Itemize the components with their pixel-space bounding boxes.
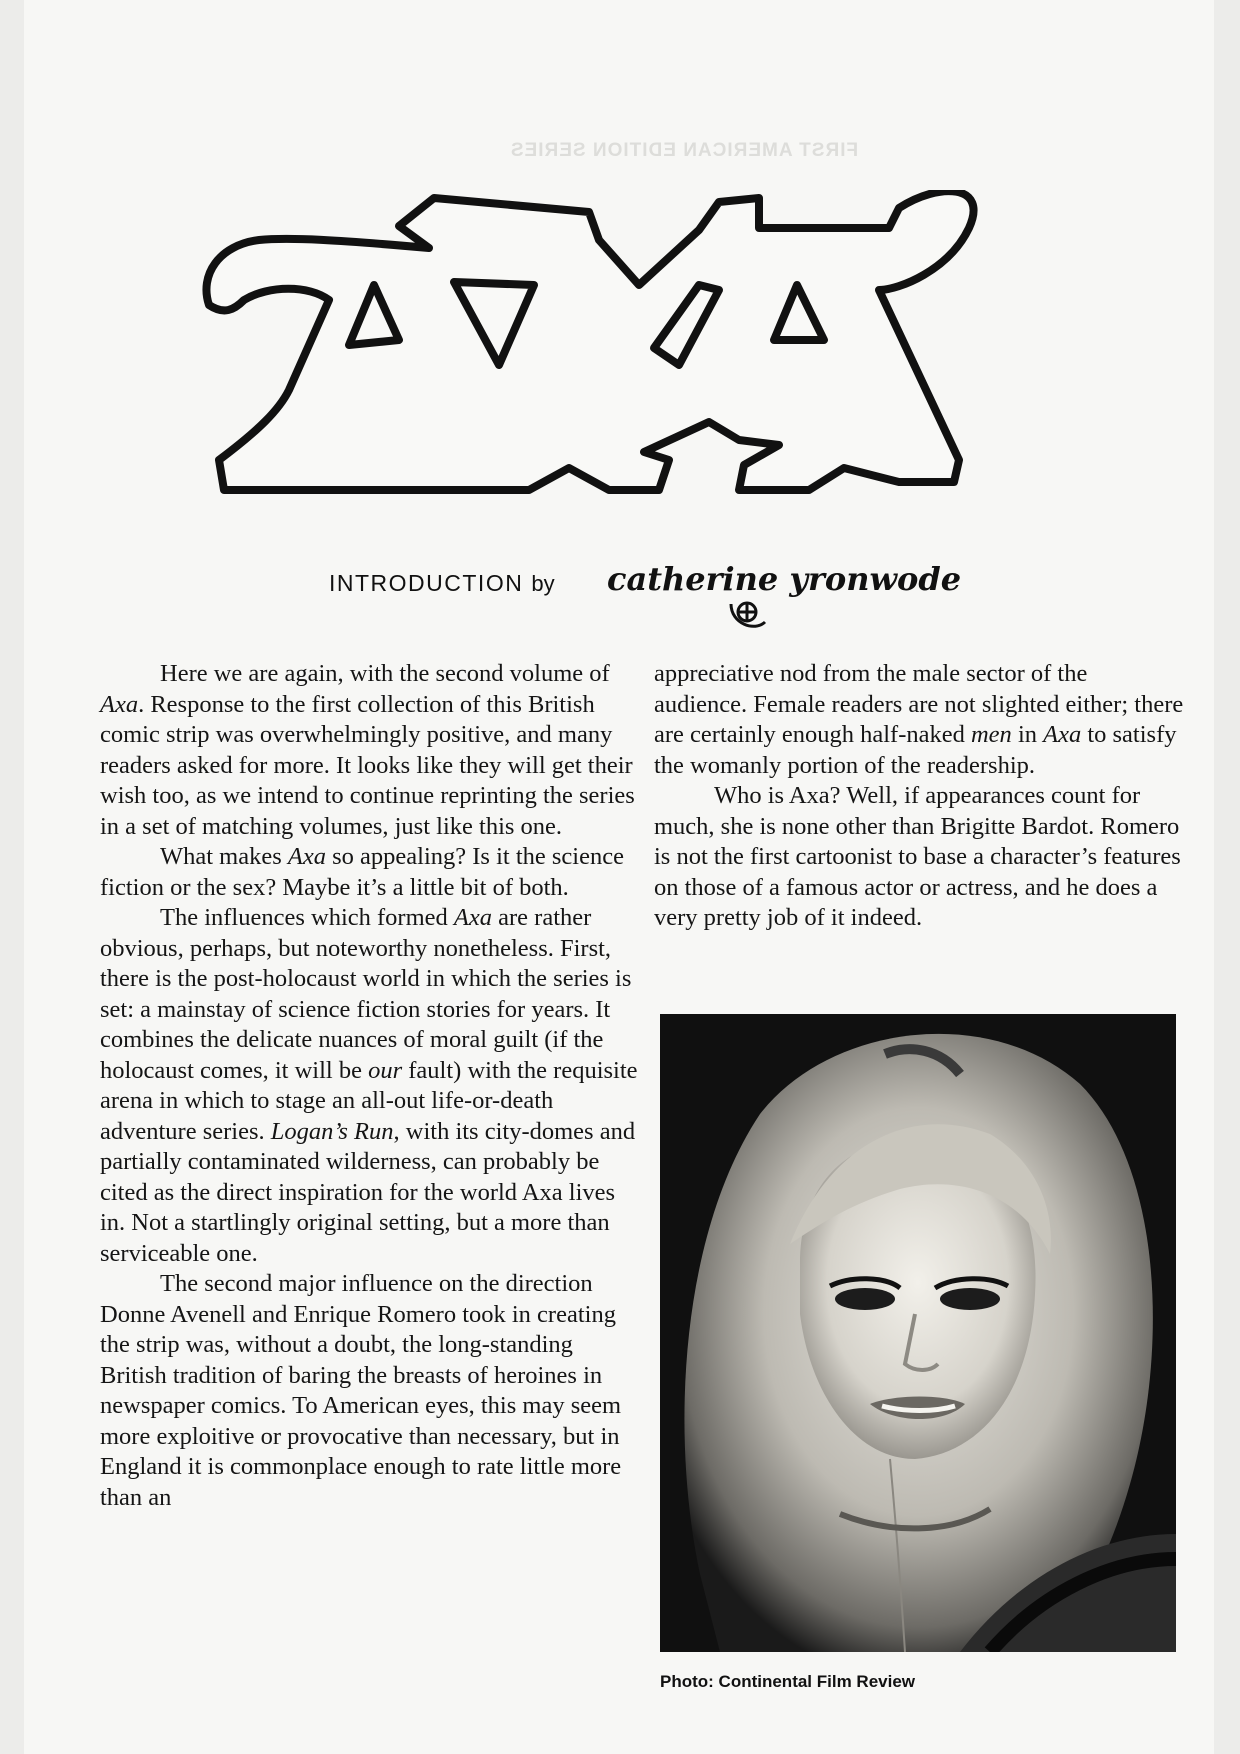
left-column [100,659,640,1513]
signature-mark-icon [725,594,769,634]
axa-logo [199,190,1069,535]
paragraph: The second major influence on the direction Donne Avenell and Enrique Romero took in creating the strip was, without a doubt, the long-standing British tradition of baring the breasts of heroines in newspaper comics. To American eyes, this may seem more exploitive or provocative than necessary, but in England it is commonplace enough to rate little more than an [100,1270,622,1511]
right-column [654,659,1184,934]
portrait-image [660,1014,1176,1652]
paragraph: What makes Axa so appealing? Is it the science fiction or the sex? Maybe it’s a little bit of both. [100,843,624,901]
paragraph: Who is Axa? Well, if appearances count for much, she is none other than Brigitte Bardot. Romero is not the first cartoonist to base a character’s features on those of a famous actor or actress, and he does a very pretty job of it indeed. [654,782,1181,931]
paragraph: The influences which formed Axa are rather obvious, perhaps, but noteworthy nonetheless. First, there is the post-holocaust world in which the series is set: a mainstay of science fiction stories for years. It combines the delicate nuances of moral guilt (if the holocaust comes, it will be our fault) with the requisite arena in which to stage an all-out life-or-death adventure series. Logan’s Run, with its city-domes and partially contaminated wilderness, can probably be cited as the direct inspiration for the world Axa lives in. Not a startlingly original setting, but a more than serviceable one. [100,904,638,1267]
paragraph: Here we are again, with the second volume of Axa. Response to the first collection of this British comic strip was overwhelmingly positive, and many readers asked for more. It looks like they will get their wish too, as we intend to continue reprinting the series in a set of matching volumes, just like this one. [100,660,635,840]
paragraph: appreciative nod from the male sector of the audience. Female readers are not slighted either; there are certainly enough half-naked men in Axa to satisfy the womanly portion of the readership. [654,660,1184,779]
page [24,0,1214,1754]
author-signature: catherine yronwode [607,560,962,598]
introduction-label: INTRODUCTION by [329,570,555,596]
show-through-text: FIRST AMERICAN EDITION SERIES [509,140,859,161]
photo-caption: Photo: Continental Film Review [660,1672,916,1691]
byline [329,560,989,640]
portrait-photo [660,1014,1176,1652]
